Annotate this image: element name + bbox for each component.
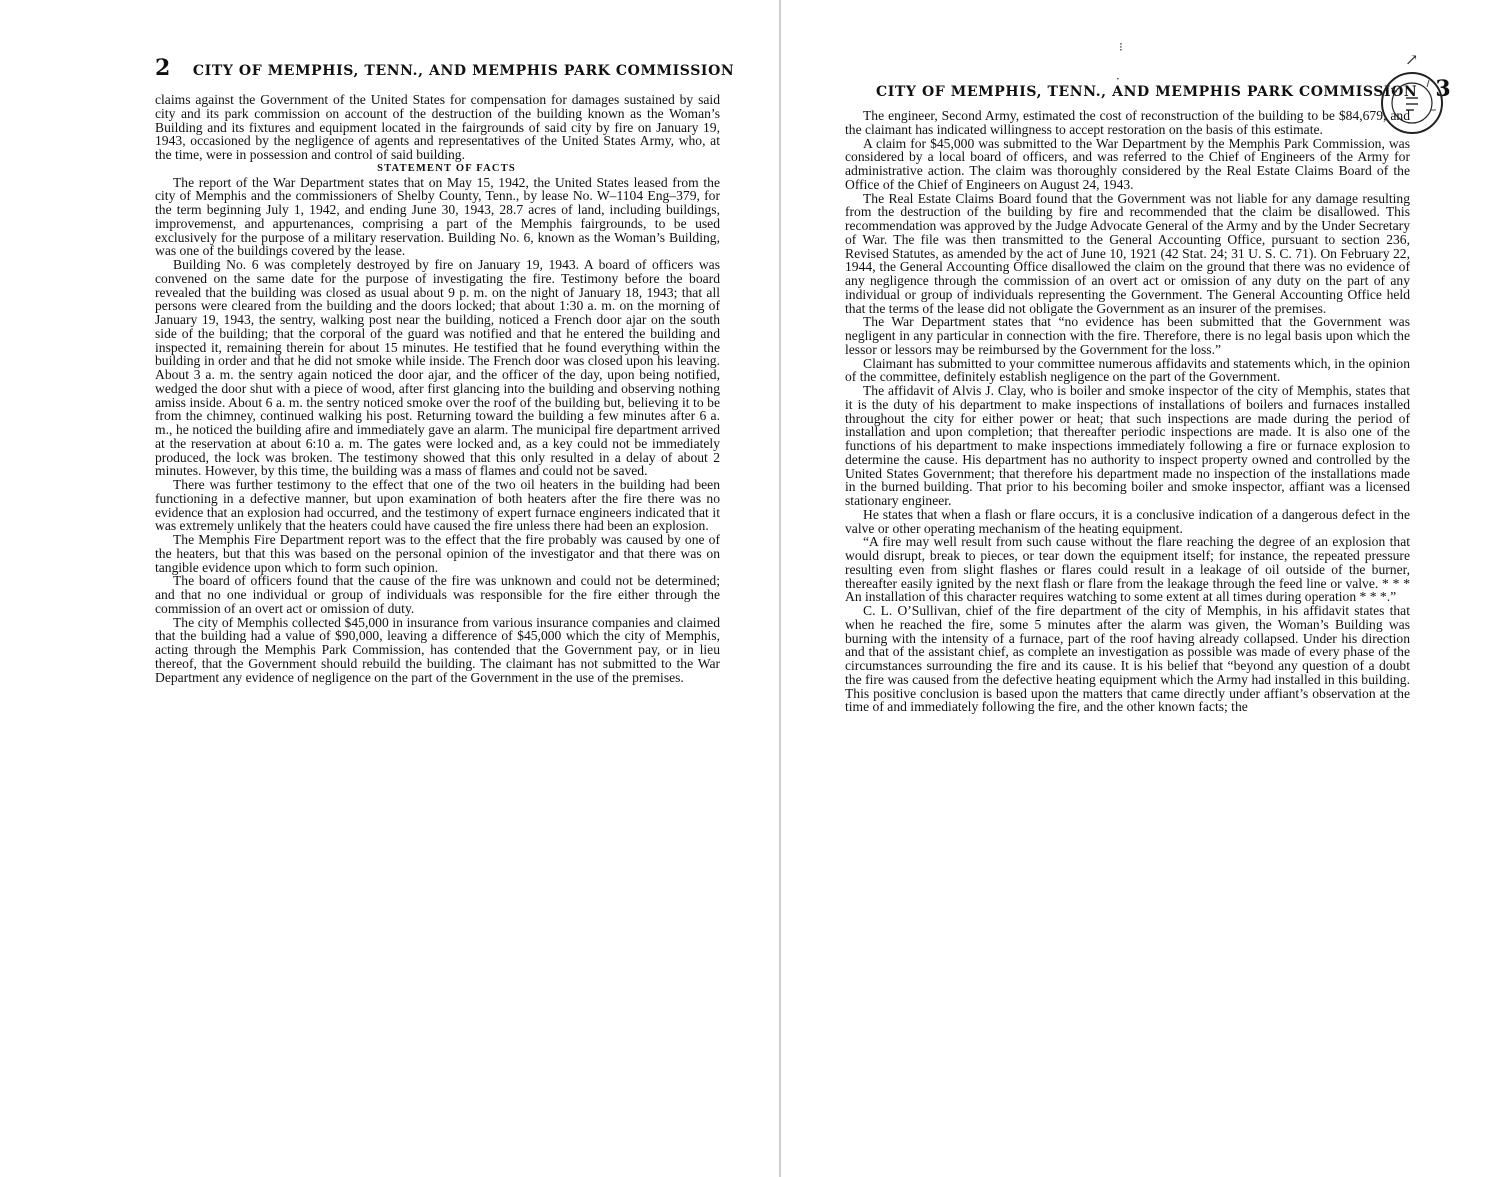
right-paragraph: The War Department states that “no evidence has been submitted that the Government was negligent in any particular in connection with the fire. Therefore, there is no legal basis upon which the lessor or lessors may be reimbursed by the Government for the loss.” xyxy=(845,314,1410,357)
left-body-text xyxy=(155,93,720,684)
right-page-number: 3 xyxy=(1435,76,1452,102)
left-opening-paragraph: claims against the Government of the United States for compensation for damages sustained by said city and its park commission on account of the destruction of the building known as the Woman’s Building and its fixtures and equipment located in the fairgrounds of said city by fire on January 19, 1943, occasioned by the negligence of agents and representatives of the United States Army, who, at the time, were in possession and control of said building. xyxy=(155,92,720,162)
right-paragraph: “A fire may well result from such cause without the flare reaching the degree of an explosion that would disrupt, break to pieces, or tear down the equipment itself; for instance, the repeated pressure resulting even from slight flashes or flares could result in a leakage of oil outside of the burner, thereafter easily ignited by the next flash or flare from the leakage through the feed line or valve. * * * An installation of this character requires watching to some extent at all times during operation * * *.” xyxy=(845,534,1410,605)
right-paragraph: He states that when a flash or flare occurs, it is a conclusive indication of a dangerous defect in the valve or other operating mechanism of the heating equipment. xyxy=(845,506,1410,536)
right-paragraph: C. L. O’Sullivan, chief of the fire department of the city of Memphis, in his affidavit states that when he reached the fire, some 5 minutes after the alarm was given, the Woman’s Building was burning with the intensity of a furnace, part of the roof having already collapsed. Under his direction and that of the assistant chief, as complete an investigation as possible was made of every phase of the circumstances surrounding the fire and its cause. It is his belief that “beyond any question of a doubt the fire was caused from the defective heating equipment which the Army had installed in this building. This positive conclusion is based upon the matters that came directly under affiant’s observation at the time of and immediately following the fire, and the other known facts; the xyxy=(845,603,1410,715)
section-heading: STATEMENT OF FACTS xyxy=(377,162,516,174)
left-running-head xyxy=(155,55,734,81)
right-body-text xyxy=(845,109,1410,714)
left-paragraph: There was further testimony to the effect that one of the two oil heaters in the building had been functioning in a defective manner, but upon examination of both heaters after the fire there was no evidence that an explosion had occurred, and the testimony of expert furnace engineers indicated that it was extremely unlikely that the heaters could have caused the fire unless there had been an explosion. xyxy=(155,477,720,534)
left-paragraph: The city of Memphis collected $45,000 in insurance from various insurance companies and claimed that the building had a value of $90,000, leaving a difference of $45,000 which the city of Memphis, acting through the Memphis Park Commission, has contended that the Government pay, or in lieu thereof, that the Government should rebuild the building. The claimant has not submitted to the War Department any evidence of negligence on the part of the Government in the use of the premises. xyxy=(155,614,720,685)
right-page xyxy=(781,0,1508,1177)
left-paragraph: The board of officers found that the cause of the fire was unknown and could not be determined; and that no one individual or group of individuals was responsible for the fire either through the commission of an overt act or omission of duty. xyxy=(155,573,720,616)
left-paragraph: Building No. 6 was completely destroyed by fire on January 19, 1943. A board of officers was convened on the same date for the purpose of investigating the fire. Testimony before the board revealed that the building was closed as usual about 9 p. m. on the night of January 18, 1943; that all persons were cleared from the building and the doors locked; that about 1:30 a. m. on the morning of January 19, 1943, the sentry, walking post near the building, noticed a French door ajar on the south side of the building; that the corporal of the guard was notified and that he entered the building and inspected it, remaining therein for about 15 minutes. He testified that he found everything within the building in order and that he did not smoke while inside. The French door was closed upon his leaving. About 3 a. m. the sentry again noticed the door ajar, and the officer of the day, upon being notified, wedged the door shut with a piece of wood, after first glancing into the building and observing nothing amiss inside. About 6 a. m. the sentry noticed smoke over the roof of the building but, believing it to be from the chimney, continued walking his post. Returning toward the building a few minutes after 6 a. m., he noticed the building afire and immediately gave an alarm. The municipal fire department arrived at the reservation at about 6:10 a. m. The gates were locked and, as a key could not be immediately produced, the lock was broken. The testimony showed that this only resulted in a delay of about 2 minutes. However, by this time, the building was a mass of flames and could not be saved. xyxy=(155,257,720,479)
right-paragraph: A claim for $45,000 was submitted to the War Department by the Memphis Park Commission, was considered by a local board of officers, and was referred to the Chief of Engineers of the Army for administrative action. The claim was thoroughly considered by the Real Estate Claims Board of the Office of the Chief of Engineers on August 24, 1943. xyxy=(845,135,1410,192)
right-running-head-title: CITY OF MEMPHIS, TENN., AND MEMPHIS PARK COMMISSION xyxy=(876,84,1418,100)
right-paragraph: The Real Estate Claims Board found that the Government was not liable for any damage resulting from the destruction of the building by fire and recommended that the claim be disallowed. This recommendation was approved by the Judge Advocate General of the Army and by the Under Secretary of War. The file was then transmitted to the General Accounting Office, pursuant to section 236, Revised Statutes, as amended by the act of June 10, 1921 (42 Stat. 24; 31 U. S. C. 71). On February 22, 1944, the General Accounting Office disallowed the claim on the ground that there was no evidence of any negligence through the commission of an overt act or omission of any duty on the part of any individual or group of individuals representing the Government. The General Accounting Office held that the terms of the lease did not obligate the Government as an insurer of the premises. xyxy=(845,190,1410,316)
right-paragraph: Claimant has submitted to your committee numerous affidavits and statements which, in the opinion of the committee, definitely establish negligence on the part of the Government. xyxy=(845,355,1410,385)
scan-mark: · xyxy=(1116,72,1120,86)
left-running-head-title: CITY OF MEMPHIS, TENN., AND MEMPHIS PARK COMMISSION xyxy=(192,63,735,79)
right-paragraph: The engineer, Second Army, estimated the cost of reconstruction of the building to be $84,679, and the claimant has indicated willingness to accept restoration on the basis of this estimate. xyxy=(845,108,1410,137)
scan-mark: ↗ xyxy=(1405,50,1419,69)
scan-mark: ⁝ xyxy=(1119,40,1123,54)
right-paragraph: The affidavit of Alvis J. Clay, who is boiler and smoke inspector of the city of Memphis, states that it is the duty of his department to make inspections of installations of boilers and furnaces installed throughout the city for either power or heat; that such inspections are made during the period of installation and upon completion; that thereafter periodic inspections are made. It is also one of the functions of his department to make inspections immediately following a fire or furnace explosion to determine the cause. His department has no authority to inspect property owned and controlled by the United States Government; that therefore his department made no inspection of the installations made in the burned building. That prior to his becoming boiler and smoke inspector, affiant was a licensed stationary engineer. xyxy=(845,383,1410,508)
left-page-number: 2 xyxy=(155,55,171,81)
left-paragraph: The Memphis Fire Department report was to the effect that the fire probably was caused by one of the heaters, but that this was based on the personal opinion of the investigator and that there was on tangible evidence upon which to form such opinion. xyxy=(155,532,720,575)
left-paragraph: The report of the War Department states that on May 15, 1942, the United States leased from the city of Memphis and the commissioners of Shelby County, Tenn., by lease No. W–1104 Eng–379, for the term beginning July 1, 1942, and ending June 30, 1943, 28.7 acres of land, including buildings, improvemenst, and appurtenances, comprising a part of the Memphis fairgrounds, to be used exclusively for the purpose of a military reservation. Building No. 6, known as the Woman’s Building, was one of the buildings covered by the lease. xyxy=(155,174,720,259)
right-running-head xyxy=(876,76,1451,102)
